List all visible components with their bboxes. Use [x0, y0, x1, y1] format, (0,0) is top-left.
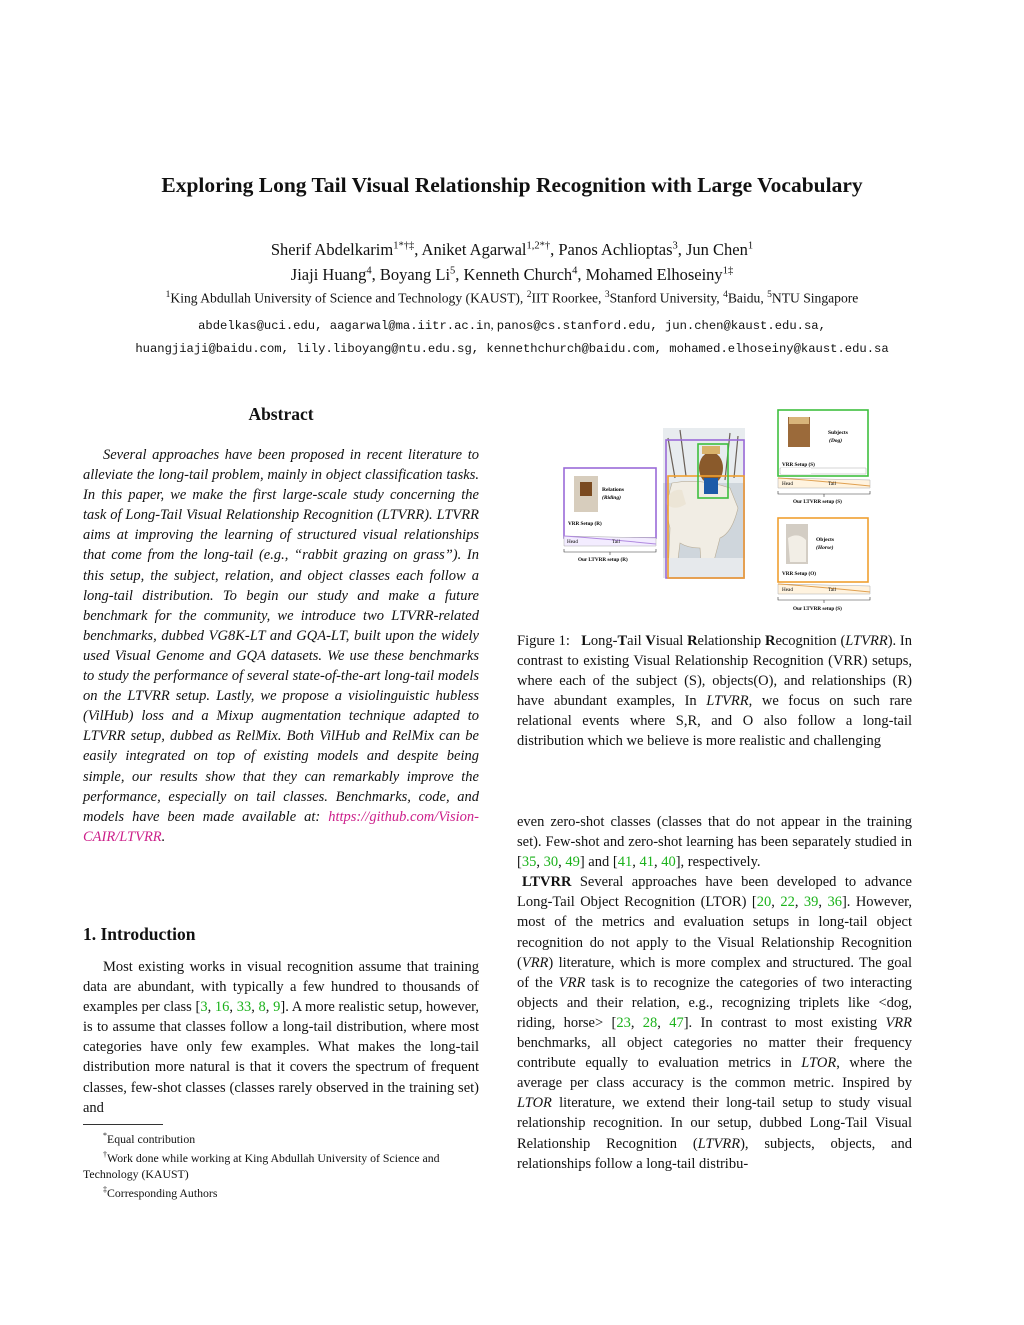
tail-label: Tail — [828, 587, 836, 593]
citation[interactable]: 36 — [827, 894, 842, 911]
head-label: Head — [567, 539, 578, 545]
right-column-text — [517, 812, 912, 1174]
tail-label: Tail — [612, 539, 620, 545]
subjects-panel — [778, 410, 870, 505]
paragraph: LTVRR Several approaches have been developed to advance Long-Tail Object Recognition (LTOR) [20, 22, 39, 36]. However, most of the metrics and evaluation setups in long-tail object recognition do not apply to the Visual Relationship Recognition (VRR) literature, which is more complex and structured. The goal of the VRR task is to recognize the categories of two interacting objects and their relation, e.g., recognizing triplets like <dog, riding, horse> [23, 28, 47]. In contrast to most existing VRR benchmarks, all object categories no matter their frequency contribute equally to evaluation metrics in LTOR, where the average per class accuracy is the common metric. Inspired by LTOR literature, we extend their long-tail setup to study visual relationship recognition. In our setup, dubbed Long-Tail Visual Relationship Recognition (LTVRR), subjects, objects, and relationships follow a long-tail distribu- — [517, 874, 913, 1172]
citation[interactable]: 41 — [639, 854, 654, 871]
relations-label: Relations — [602, 487, 624, 493]
figure-1-caption: Figure 1: Long-Tail Visual Relationship Recognition (LTVRR). In contrast to existing Visual Relationship Recognition (VRR) setups, where each of the subject (S), objects(O), and relationships (R) have abundant examples, In LTVRR, we focus on such rare relational events where S,R, and O also follow a long-tail distribution which we believe is more realistic and challenging — [517, 633, 913, 750]
affiliations: $^1$King Abdullah University of Science and Technology (KAUST), $^2$IIT Roorkee, $^3$Stanford University, $^4$Baidu, $^5$NTU Singapore — [165, 290, 859, 306]
author: , Mohamed Elhoseiny — [577, 265, 723, 284]
intro-paragraph: Most existing works in visual recognition assume that training data are abundant, with typically a few hundred to thousands of examples per class [3, 16, 33, 8, 9]. A more realistic setup, however, is to assume that classes follow a long-tail distribution, where most categories have only few examples. What makes the long-tail distribution more natural is that it covers the spectrum of frequent classes, few-shot classes (classes rarely observed in the training set) and — [83, 959, 479, 1116]
head-label: Head — [782, 587, 793, 593]
author: Jiaji Huang — [290, 265, 367, 284]
email: huangjiaji@baidu.com — [135, 342, 282, 356]
citation[interactable]: 41 — [617, 854, 633, 871]
github-link[interactable]: https://github.com/Vision-CAIR/LTVRR — [83, 808, 479, 845]
citation[interactable]: 23 — [616, 1014, 631, 1031]
paragraph: even zero-shot classes (classes that do not appear in the training set). Few-shot and zero-shot learning has been separately studied in [35, 30, 49] and [41, 41, 40], respectively. — [517, 814, 912, 871]
objects-panel — [778, 518, 870, 612]
paper-title: Exploring Long Tail Visual Relationship Recognition with Large Vocabulary — [161, 173, 863, 197]
citation[interactable]: 40 — [661, 854, 676, 871]
citation[interactable]: 16 — [214, 999, 230, 1016]
vrr-setup-s: VRR Setup (S) — [782, 462, 815, 468]
citation[interactable]: 30 — [543, 854, 559, 871]
footnote: †Work done while working at King Abdullah University of Science and Technology (KAUST) — [83, 1150, 440, 1181]
tail-label: Tail — [828, 481, 836, 487]
vrr-setup-o: VRR Setup (O) — [782, 571, 817, 577]
citation[interactable]: 8 — [258, 999, 266, 1016]
section-heading-introduction: 1. Introduction — [83, 924, 196, 944]
objects-example: (Horse) — [816, 545, 834, 551]
ltvrr-setup-r: Our LTVRR setup (R) — [578, 557, 628, 563]
citation[interactable]: 9 — [273, 999, 281, 1016]
abstract-heading: Abstract — [248, 404, 314, 424]
author: , Jun Chen — [677, 240, 748, 259]
citation[interactable]: 33 — [236, 999, 252, 1016]
authors-line-2: Jiaji Huang$^4$, Boyang Li$^5$, Kenneth Church$^4$, Mohamed Elhoseiny$^{1\ddagger}$ — [290, 265, 734, 284]
footnotes — [83, 1128, 481, 1202]
objects-label: Objects — [816, 537, 835, 543]
author: , Kenneth Church — [455, 265, 573, 284]
author: , Aniket Agarwal — [414, 240, 527, 259]
figure-1 — [560, 408, 872, 614]
email: kennethchurch@baidu.com — [486, 342, 655, 356]
email: aagarwal@ma.iitr.ac.in — [329, 319, 491, 333]
citation[interactable]: 22 — [780, 894, 795, 911]
citation[interactable]: 39 — [803, 894, 819, 911]
vrr-setup-r: VRR Setup (R) — [568, 521, 602, 527]
relations-panel — [564, 468, 656, 563]
citation[interactable]: 47 — [669, 1014, 684, 1031]
footnote-divider — [83, 1124, 163, 1125]
footnote: *Equal contribution — [103, 1131, 196, 1146]
authors-line-1: Sherif Abdelkarim$^{1*\dagger\ddagger}$, Aniket Agarwal$^{1,2*\dagger}$, Panos Achlioptas$^3$, Jun Chen$^1$ — [270, 240, 754, 259]
paragraph-heading-ltvrr: LTVRR — [522, 874, 572, 891]
horse-photo — [663, 428, 745, 578]
emails-line-2: huangjiaji@baidu.com, lily.liboyang@ntu.edu.sg, kennethchurch@baidu.com, mohamed.elhoseiny@kaust.edu.sa — [135, 342, 889, 356]
emails-line-1: abdelkas@uci.edu, aagarwal@ma.iitr.ac.in, panos@cs.stanford.edu, jun.chen@kaust.edu.sa, — [198, 318, 826, 333]
ltvrr-setup-o: Our LTVRR setup (S) — [793, 606, 842, 612]
author: , Boyang Li — [371, 265, 451, 284]
citation[interactable]: 20 — [756, 894, 772, 911]
ltvrr-setup-s: Our LTVRR setup (S) — [793, 499, 842, 505]
author: Sherif Abdelkarim — [270, 240, 394, 259]
footnote: ‡Corresponding Authors — [103, 1185, 218, 1201]
citation[interactable]: 3 — [200, 999, 208, 1016]
citation[interactable]: 28 — [642, 1014, 658, 1031]
author: , Panos Achlioptas — [550, 240, 673, 259]
email: panos@cs.stanford.edu — [496, 319, 651, 333]
relations-example: (Riding) — [602, 495, 621, 501]
email: mohamed.elhoseiny@kaust.edu.sa — [669, 342, 889, 356]
subjects-label: Subjects — [828, 430, 848, 436]
citation[interactable]: 35 — [521, 854, 537, 871]
abstract-body: Several approaches have been proposed in recent literature to alleviate the long-tail problem, mainly in object classification tasks. In this paper, we make the first large-scale study concerning the task of Long-Tail Visual Relationship Recognition (LTVRR). LTVRR aims at improving the learning of structured visual relationships that come from the long-tail (e.g., “rabbit grazing on grass”). In this setup, the subject, relation, and object classes each follow a long-tail distribution. To begin our study and make a future benchmark for the community, we introduce two LTVRR-related benchmarks, dubbed VG8K-LT and GQA-LT, built upon the widely used Visual Genome and GQA datasets. We use these benchmarks to study the performance of several state-of-the-art long-tail models on the LTVRR setup. Lastly, we propose a visiolinguistic hubless (VilHub) loss and a Mixup augmentation technique adapted to LTVRR setup, dubbed as RelMix. Both VilHub and RelMix can be easily integrated on top of existing models and despite being simple, our results show that they can remarkably improve the performance, especially on tail classes. Benchmarks, code, and models have been made available at: https://github.com/Vision-CAIR/LTVRR. — [83, 447, 479, 845]
email: abdelkas@uci.edu — [198, 319, 316, 333]
head-label: Head — [782, 481, 793, 487]
subjects-example: (Dog) — [829, 438, 843, 444]
email: lily.liboyang@ntu.edu.sg — [296, 342, 472, 356]
citation[interactable]: 49 — [565, 854, 580, 871]
email: jun.chen@kaust.edu.sa — [664, 319, 819, 333]
